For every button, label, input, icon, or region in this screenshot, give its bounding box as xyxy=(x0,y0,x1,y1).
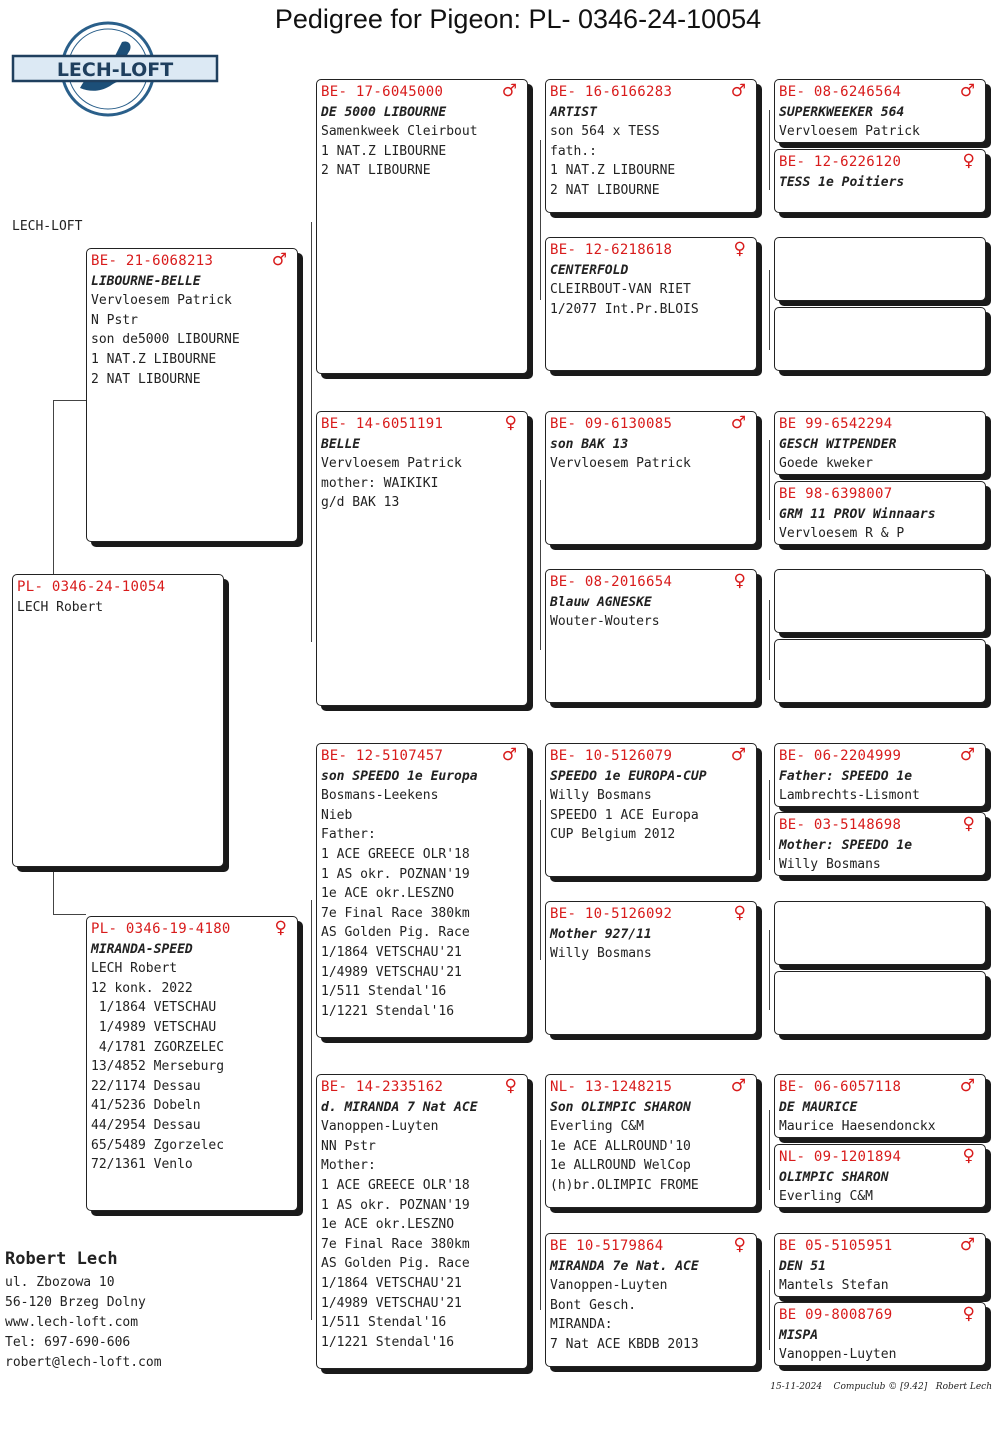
pigeon-card-ffff[interactable]: BE- 08-6246564 ♂ SUPERKWEEKER 564 Vervloesem Patrick xyxy=(774,79,986,143)
pigeon-name: SPEEDO 1e EUROPA-CUP xyxy=(550,768,707,784)
pigeon-name: DE 5000 LIBOURNE xyxy=(321,104,447,120)
pigeon-name: son BAK 13 xyxy=(550,436,629,452)
pigeon-card-fmff[interactable]: BE 99-6542294 GESCH WITPENDER Goede kweker xyxy=(774,411,986,475)
pigeon-name: GESCH WITPENDER xyxy=(779,436,897,452)
pigeon-name: TESS 1e Poitiers xyxy=(779,174,905,190)
female-symbol-icon: ♀ xyxy=(962,151,975,171)
pigeon-name: Blauw AGNESKE xyxy=(550,594,652,610)
pigeon-card-mfm[interactable]: BE- 10-5126092 ♀ Mother 927/11 Willy Bosmans xyxy=(545,901,757,1035)
pigeon-name: DEN 51 xyxy=(779,1258,826,1274)
ring-number: BE- 14-6051191 xyxy=(321,416,444,432)
ring-number: BE- 12-5107457 xyxy=(321,748,444,764)
owner-label: LECH-LOFT xyxy=(12,219,83,234)
ring-number: BE- 10-5126092 xyxy=(550,906,673,922)
pigeon-card-subject[interactable] xyxy=(12,574,224,867)
ring-number: BE 05-5105951 xyxy=(779,1238,893,1254)
ring-number: NL- 13-1248215 xyxy=(550,1079,673,1095)
male-symbol-icon: ♂ xyxy=(730,745,746,765)
female-symbol-icon: ♀ xyxy=(504,413,517,433)
pigeon-card-empty xyxy=(774,307,986,371)
pigeon-card-mmmf[interactable]: BE 05-5105951 ♂ DEN 51 Mantels Stefan xyxy=(774,1233,986,1297)
pigeon-card-father[interactable]: BE- 21-6068213 ♂ LIBOURNE-BELLE Vervloesem Patrick N Pstr son de5000 LIBOURNE 1 NAT.Z LIBOURNE 2 NAT LIBOURNE xyxy=(86,248,298,542)
ring-number: BE 09-8008769 xyxy=(779,1307,893,1323)
contact-email[interactable]: robert@lech-loft.com xyxy=(5,1355,162,1370)
pigeon-card-mmm[interactable]: BE 10-5179864 ♀ MIRANDA 7e Nat. ACE Vanoppen-Luyten Bont Gesch. MIRANDA: 7 Nat ACE KBDB 2013 xyxy=(545,1233,757,1367)
pigeon-name: LIBOURNE-BELLE xyxy=(91,273,201,289)
male-symbol-icon: ♂ xyxy=(271,250,287,270)
ring-number: NL- 09-1201894 xyxy=(779,1149,902,1165)
pigeon-card-fmm[interactable]: BE- 08-2016654 ♀ Blauw AGNESKE Wouter-Wouters xyxy=(545,569,757,703)
owner-name: LECH Robert xyxy=(17,599,104,615)
male-symbol-icon: ♂ xyxy=(959,745,975,765)
pigeon-name: MIRANDA-SPEED xyxy=(91,941,193,957)
ring-number: BE- 21-6068213 xyxy=(91,253,214,269)
pigeon-card-fm[interactable]: BE- 14-6051191 ♀ BELLE Vervloesem Patrick mother: WAIKIKI g/d BAK 13 xyxy=(316,411,528,706)
ring-number: BE- 09-6130085 xyxy=(550,416,673,432)
female-symbol-icon: ♀ xyxy=(274,918,287,938)
lech-loft-logo xyxy=(10,20,220,118)
pigeon-card-empty xyxy=(774,901,986,965)
pigeon-name: son SPEEDO 1e Europa xyxy=(321,768,478,784)
pigeon-card-mmf[interactable]: NL- 13-1248215 ♂ Son OLIMPIC SHARON Everling C&M 1e ACE ALLROUND'10 1e ALLROUND WelCop (h)br.OLIMPIC FROME xyxy=(545,1074,757,1208)
ring-number: BE- 12-6226120 xyxy=(779,154,902,170)
ring-number: BE 98-6398007 xyxy=(779,486,893,502)
pigeon-name: Mother: SPEEDO 1e xyxy=(779,837,913,853)
pigeon-card-fffm[interactable] xyxy=(774,149,986,213)
pigeon-name: DE MAURICE xyxy=(779,1099,858,1115)
ring-number: BE- 17-6045000 xyxy=(321,84,444,100)
pigeon-name: CENTERFOLD xyxy=(550,262,629,278)
female-symbol-icon: ♀ xyxy=(733,903,746,923)
pigeon-card-mm[interactable]: BE- 14-2335162 ♀ d. MIRANDA 7 Nat ACE Vanoppen-Luyten NN Pstr Mother: 1 ACE GREECE OLR'18 1 AS okr. POZNAN'19 1e ACE okr.LESZNO 7e Final Race 380km AS Golden Pig. Race 1/1864 VETSCHAU'21 1/4989 VETSCHAU'21 1/511 Stendal'16 1/1221 Stendal'16 xyxy=(316,1074,528,1369)
pigeon-name: MIRANDA 7e Nat. ACE xyxy=(550,1258,699,1274)
pigeon-card-mff[interactable]: BE- 10-5126079 ♂ SPEEDO 1e EUROPA-CUP Willy Bosmans SPEEDO 1 ACE Europa CUP Belgium 2012 xyxy=(545,743,757,877)
male-symbol-icon: ♂ xyxy=(730,413,746,433)
pigeon-card-mmff[interactable]: BE- 06-6057118 ♂ DE MAURICE Maurice Haesendonckx xyxy=(774,1074,986,1138)
page-title: Pedigree for Pigeon: PL- 0346-24-10054 xyxy=(274,4,762,34)
pigeon-card-mf[interactable]: BE- 12-5107457 ♂ son SPEEDO 1e Europa Bosmans-Leekens Nieb Father: 1 ACE GREECE OLR'18 1 AS okr. POZNAN'19 1e ACE okr.LESZNO 7e Final Race 380km AS Golden Pig. Race 1/1864 VETSCHAU'21 1/4989 VETSCHAU'21 1/511 Stendal'16 1/1221 Stendal'16 xyxy=(316,743,528,1038)
pigeon-name: MISPA xyxy=(779,1327,819,1343)
footer-credits: 15-11-2024 Compuclub © [9.42] Robert Lech xyxy=(770,1382,992,1392)
ring-number: PL- 0346-24-10054 xyxy=(17,579,166,595)
pigeon-card-mffm[interactable]: BE- 03-5148698 ♀ Mother: SPEEDO 1e Willy Bosmans xyxy=(774,812,986,876)
svg-text:LECH-LOFT: LECH-LOFT xyxy=(56,59,174,81)
contact-website[interactable]: www.lech-loft.com xyxy=(5,1315,139,1330)
pigeon-card-empty xyxy=(774,639,986,703)
male-symbol-icon: ♂ xyxy=(501,745,517,765)
ring-number: BE- 08-2016654 xyxy=(550,574,673,590)
pigeon-card-empty xyxy=(774,569,986,633)
male-symbol-icon: ♂ xyxy=(959,81,975,101)
female-symbol-icon: ♀ xyxy=(733,1235,746,1255)
ring-number: BE- 08-6246564 xyxy=(779,84,902,100)
female-symbol-icon: ♀ xyxy=(504,1076,517,1096)
pigeon-name: BELLE xyxy=(321,436,361,452)
ring-number: BE- 12-6218618 xyxy=(550,242,673,258)
pigeon-card-mfff[interactable]: BE- 06-2204999 ♂ Father: SPEEDO 1e Lambrechts-Lismont xyxy=(774,743,986,807)
pigeon-card-empty xyxy=(774,971,986,1035)
ring-number: BE 99-6542294 xyxy=(779,416,893,432)
male-symbol-icon: ♂ xyxy=(730,1076,746,1096)
pigeon-name: Son OLIMPIC SHARON xyxy=(550,1099,691,1115)
contact-city: 56-120 Brzeg Dolny xyxy=(5,1295,146,1310)
pigeon-card-mmmm[interactable]: BE 09-8008769 ♀ MISPA Vanoppen-Luyten xyxy=(774,1302,986,1366)
pigeon-card-empty xyxy=(774,237,986,301)
pigeon-card-fmfm[interactable]: BE 98-6398007 GRM 11 PROV Winnaars Vervloesem R & P xyxy=(774,481,986,545)
ring-number: BE- 14-2335162 xyxy=(321,1079,444,1095)
pigeon-card-fmf[interactable]: BE- 09-6130085 ♂ son BAK 13 Vervloesem Patrick xyxy=(545,411,757,545)
pigeon-name: Father: SPEEDO 1e xyxy=(779,768,913,784)
male-symbol-icon: ♂ xyxy=(959,1235,975,1255)
female-symbol-icon: ♀ xyxy=(733,239,746,259)
ring-number: BE- 16-6166283 xyxy=(550,84,673,100)
pigeon-card-ff[interactable]: BE- 17-6045000 ♂ DE 5000 LIBOURNE Samenkweek Cleirbout 1 NAT.Z LIBOURNE 2 NAT LIBOURNE xyxy=(316,79,528,374)
ring-number: BE- 03-5148698 xyxy=(779,817,902,833)
pigeon-name: d. MIRANDA 7 Nat ACE xyxy=(321,1099,478,1115)
ring-number: BE- 06-2204999 xyxy=(779,748,902,764)
female-symbol-icon: ♀ xyxy=(733,571,746,591)
female-symbol-icon: ♀ xyxy=(962,814,975,834)
female-symbol-icon: ♀ xyxy=(962,1146,975,1166)
contact-address: ul. Zbozowa 10 xyxy=(5,1275,115,1290)
pigeon-card-fff[interactable]: BE- 16-6166283 ♂ ARTIST son 564 x TESS fath.: 1 NAT.Z LIBOURNE 2 NAT LIBOURNE xyxy=(545,79,757,213)
contact-block xyxy=(5,1248,162,1373)
male-symbol-icon: ♂ xyxy=(730,81,746,101)
pigeon-card-mmfm[interactable]: NL- 09-1201894 ♀ OLIMPIC SHARON Everling C&M xyxy=(774,1144,986,1208)
ring-number: BE- 10-5126079 xyxy=(550,748,673,764)
pigeon-name: OLIMPIC SHARON xyxy=(779,1169,889,1185)
female-symbol-icon: ♀ xyxy=(962,1304,975,1324)
ring-number: PL- 0346-19-4180 xyxy=(91,921,231,937)
contact-phone: Tel: 697-690-606 xyxy=(5,1335,131,1350)
ring-number: BE- 06-6057118 xyxy=(779,1079,902,1095)
ring-number: BE 10-5179864 xyxy=(550,1238,664,1254)
male-symbol-icon: ♂ xyxy=(959,1076,975,1096)
male-symbol-icon: ♂ xyxy=(501,81,517,101)
pigeon-card-mother[interactable]: PL- 0346-19-4180 ♀ MIRANDA-SPEED LECH Robert 12 konk. 2022 1/1864 VETSCHAU 1/4989 VETSCHAU 4/1781 ZGORZELEC 13/4852 Merseburg 22/1174 Dessau 41/5236 Dobeln 44/2954 Dessau 65/5489 Zgorzelec 72/1361 Venlo xyxy=(86,916,298,1211)
pigeon-name: Mother 927/11 xyxy=(550,926,652,942)
pigeon-name: ARTIST xyxy=(550,104,597,120)
contact-name: Robert Lech xyxy=(5,1249,118,1269)
pigeon-name: GRM 11 PROV Winnaars xyxy=(779,506,936,522)
pigeon-card-ffm[interactable]: BE- 12-6218618 ♀ CENTERFOLD CLEIRBOUT-VAN RIET 1/2077 Int.Pr.BLOIS xyxy=(545,237,757,371)
pigeon-name: SUPERKWEEKER 564 xyxy=(779,104,905,120)
